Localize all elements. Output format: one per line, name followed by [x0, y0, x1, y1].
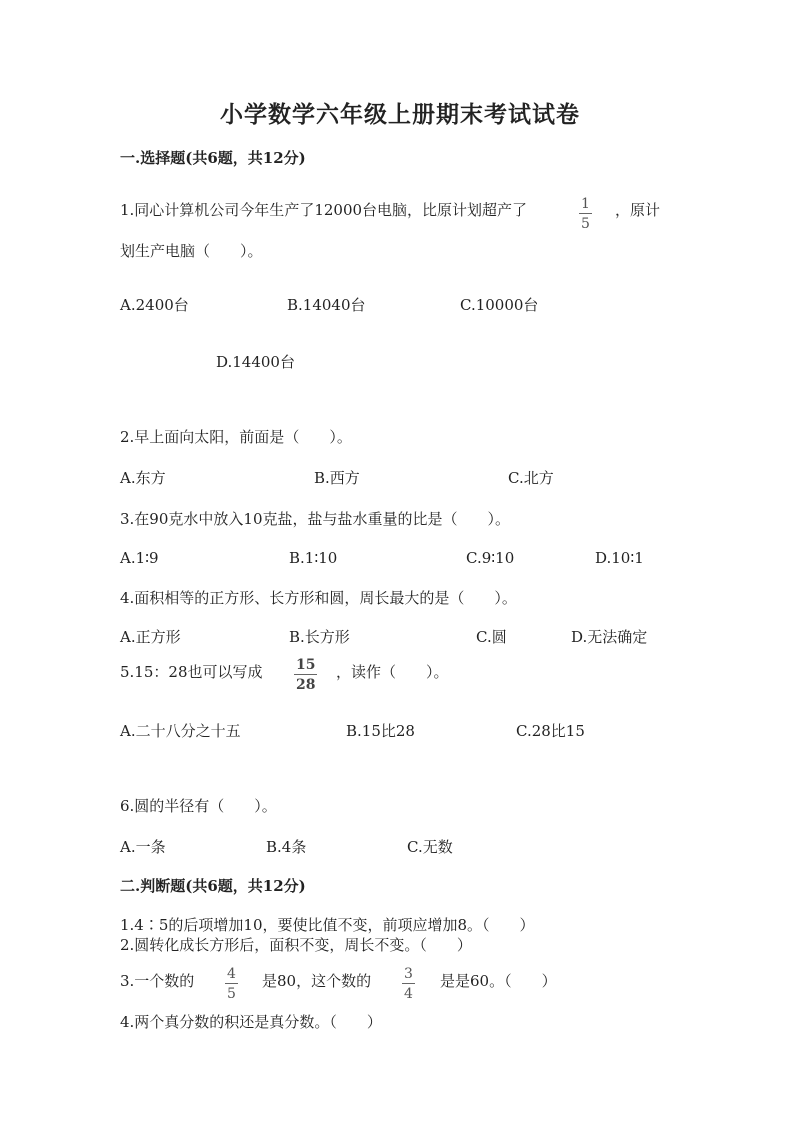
fraction-denominator: 5 — [227, 986, 236, 1002]
option-a[interactable]: A.二十八分之十五 — [120, 722, 241, 740]
option-b[interactable]: B.1∶10 — [289, 549, 338, 567]
option-c[interactable]: C.9∶10 — [466, 549, 515, 567]
page-title: 小学数学六年级上册期末考试试卷 — [220, 101, 580, 128]
fraction — [402, 967, 415, 1001]
judgement-question-4: 4.两个真分数的积还是真分数。（ ） — [120, 1013, 382, 1031]
question-stem-line2: 划生产电脑（ ）。 — [120, 242, 263, 260]
fraction-numerator: 1 — [581, 196, 590, 212]
fraction — [225, 967, 238, 1001]
fraction-numerator: 15 — [296, 657, 316, 673]
question-stem: 3.在90克水中放入10克盐，盐与盐水重量的比是（ ）。 — [120, 510, 510, 528]
option-a[interactable]: A.东方 — [120, 469, 166, 487]
judgement-question-2: 2.圆转化成长方形后，面积不变，周长不变。（ ） — [120, 936, 472, 954]
option-a[interactable]: A.2400台 — [120, 296, 189, 314]
option-b[interactable]: B.西方 — [314, 469, 360, 487]
option-c[interactable]: C.无数 — [407, 838, 453, 856]
option-b[interactable]: B.14040台 — [287, 296, 366, 314]
question-stem-continued: ，原计 — [615, 201, 661, 219]
fraction — [294, 658, 317, 692]
question-stem: 5.15：28也可以写成 — [120, 663, 263, 681]
option-c[interactable]: C.北方 — [508, 469, 554, 487]
question-stem: 4.面积相等的正方形、长方形和圆，周长最大的是（ ）。 — [120, 589, 517, 607]
fraction — [579, 197, 592, 231]
judgement-question-1: 1.4∶5的后项增加10，要使比值不变，前项应增加8。（ ） — [120, 916, 535, 934]
fraction-denominator: 28 — [296, 677, 316, 693]
option-d[interactable]: D.10∶1 — [595, 549, 644, 567]
option-c[interactable]: C.圆 — [476, 628, 507, 646]
option-b[interactable]: B.4条 — [266, 838, 307, 856]
option-a[interactable]: A.正方形 — [120, 628, 181, 646]
section-heading-judgement: 二.判断题(共6题，共12分) — [120, 877, 306, 895]
option-b[interactable]: B.长方形 — [289, 628, 350, 646]
option-d[interactable]: D.14400台 — [216, 353, 295, 371]
option-a[interactable]: A.一条 — [120, 838, 166, 856]
section-heading-choice: 一.选择题(共6题，共12分) — [120, 149, 306, 167]
question-stem: 6.圆的半径有（ ）。 — [120, 797, 277, 815]
question-stem-continued: ，读作（ ）。 — [336, 663, 449, 681]
option-c[interactable]: C.28比15 — [516, 722, 585, 740]
fraction-denominator: 4 — [404, 986, 413, 1002]
fraction-numerator: 4 — [227, 966, 236, 982]
question-stem-end: 是是60。（ ） — [440, 972, 557, 990]
fraction-numerator: 3 — [404, 966, 413, 982]
question-stem: 3.一个数的 — [120, 972, 195, 990]
option-a[interactable]: A.1∶9 — [120, 549, 159, 567]
question-stem: 2.早上面向太阳，前面是（ ）。 — [120, 428, 352, 446]
question-stem: 1.同心计算机公司今年生产了12000台电脑，比原计划超产了 — [120, 201, 528, 219]
option-c[interactable]: C.10000台 — [460, 296, 539, 314]
question-stem-continued: 是80，这个数的 — [262, 972, 372, 990]
option-b[interactable]: B.15比28 — [346, 722, 415, 740]
option-d[interactable]: D.无法确定 — [571, 628, 648, 646]
fraction-denominator: 5 — [581, 216, 590, 232]
